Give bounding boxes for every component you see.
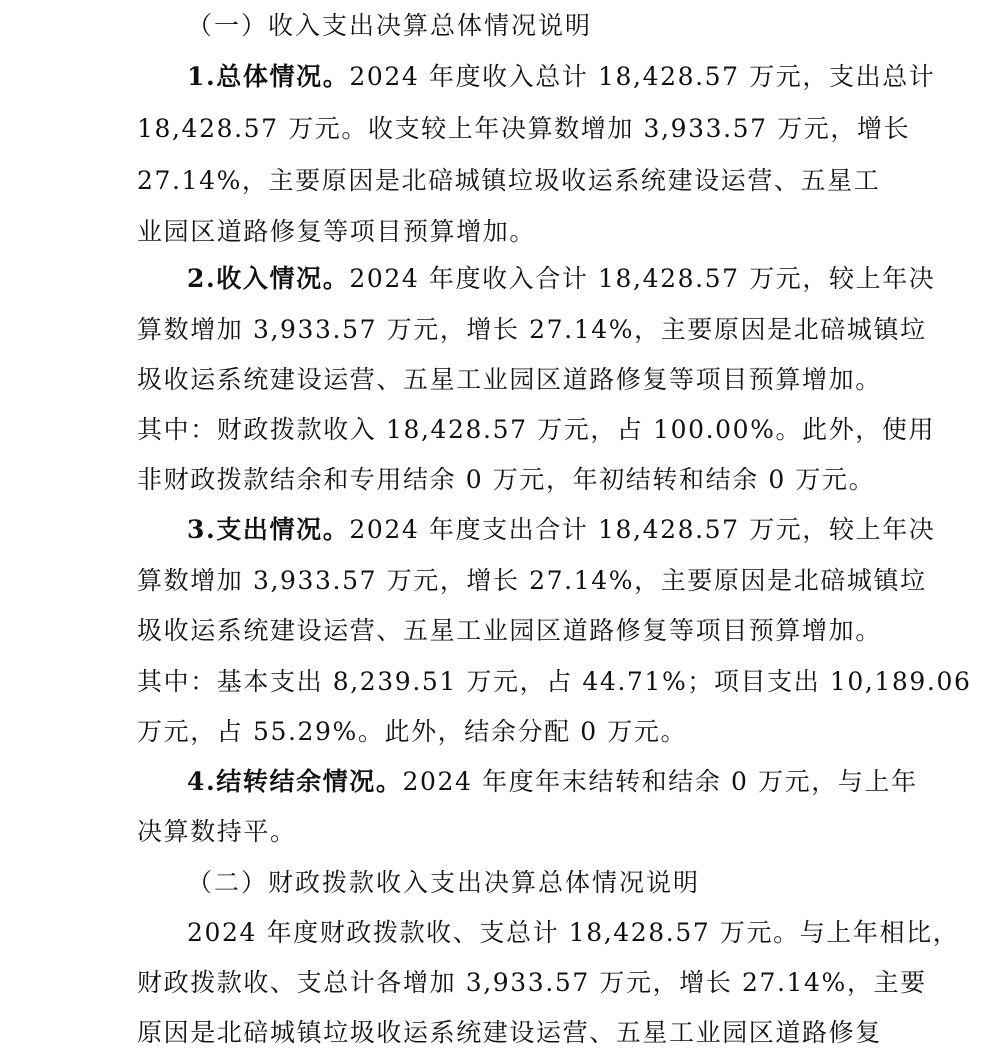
paragraph-3-line-5: 万元，占 55.29%。此外，结余分配 0 万元。 <box>137 717 688 746</box>
paragraph-2-line-4: 其中：财政拨款收入 18,428.57 万元，占 100.00%。此外，使用 <box>137 415 936 444</box>
paragraph-2-line-5: 非财政拨款结余和专用结余 0 万元，年初结转和结余 0 万元。 <box>137 465 876 494</box>
section-2-heading: （二）财政拨款收入支出决算总体情况说明 <box>187 868 701 897</box>
section-2-line-1: 2024 年度财政拨款收、支总计 18,428.57 万元。与上年相比， <box>187 918 960 947</box>
section-2-line-3: 原因是北碚城镇垃圾收运系统建设运营、五星工业园区道路修复 <box>137 1018 882 1047</box>
paragraph-3-line-1 <box>187 505 936 555</box>
paragraph-3-line-4: 其中：基本支出 8,239.51 万元，占 44.71%；项目支出 10,189.06 <box>137 667 972 696</box>
paragraph-1-text: 2024 年度收入总计 18,428.57 万元，支出总计 <box>349 62 936 91</box>
section-1-heading: （一）收入支出决算总体情况说明 <box>187 11 593 40</box>
paragraph-3-text: 2024 年度支出合计 18,428.57 万元，较上年决 <box>349 515 936 544</box>
paragraph-2-line-1 <box>187 254 936 304</box>
paragraph-2-title: 2.收入情况。 <box>187 264 350 293</box>
paragraph-4-text: 2024 年度年末结转和结余 0 万元，与上年 <box>402 767 918 796</box>
paragraph-1-line-3: 27.14%，主要原因是北碚城镇垃圾收运系统建设运营、五星工 <box>137 166 881 195</box>
paragraph-1-line-1 <box>187 52 936 102</box>
paragraph-4-line-2: 决算数持平。 <box>137 817 297 846</box>
paragraph-1-line-4: 业园区道路修复等项目预算增加。 <box>137 217 537 246</box>
paragraph-1-line-2: 18,428.57 万元。收支较上年决算数增加 3,933.57 万元，增长 <box>137 114 911 143</box>
paragraph-3-title: 3.支出情况。 <box>187 515 350 544</box>
paragraph-2-line-2: 算数增加 3,933.57 万元，增长 27.14%，主要原因是北碚城镇垃 <box>137 315 927 344</box>
paragraph-2-line-3: 圾收运系统建设运营、五星工业园区道路修复等项目预算增加。 <box>137 365 882 394</box>
paragraph-4-title: 4.结转结余情况。 <box>187 767 403 796</box>
paragraph-3-line-3: 圾收运系统建设运营、五星工业园区道路修复等项目预算增加。 <box>137 616 882 645</box>
paragraph-4-line-1 <box>187 757 918 807</box>
paragraph-1-title: 1.总体情况。 <box>187 62 350 91</box>
paragraph-3-line-2: 算数增加 3,933.57 万元，增长 27.14%，主要原因是北碚城镇垃 <box>137 566 927 595</box>
paragraph-2-text: 2024 年度收入合计 18,428.57 万元，较上年决 <box>349 264 936 293</box>
section-2-line-2: 财政拨款收、支总计各增加 3,933.57 万元，增长 27.14%，主要 <box>137 968 927 997</box>
